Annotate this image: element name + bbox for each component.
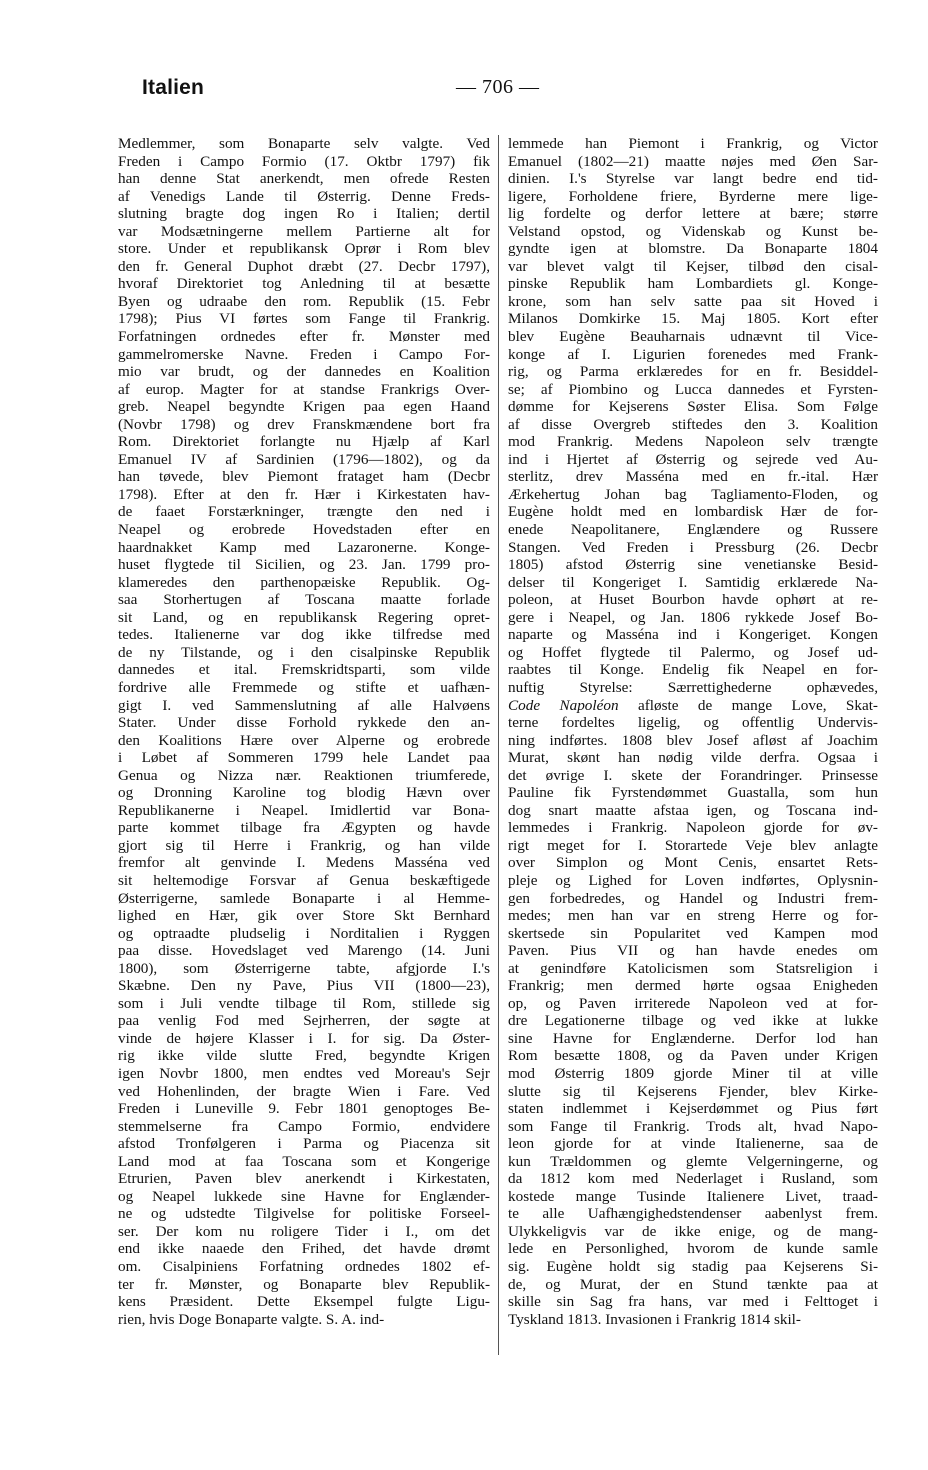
text-line: Eugène holdt med en lombardisk Hær de for-	[508, 503, 878, 521]
text-line: de faaet Forstærkninger, trængte den ned i	[118, 503, 490, 521]
text-line: medes; men han var en streng Herre og for-	[508, 907, 878, 925]
text-line: te alle Uafhængighedstendenser aabenlyst frem.	[508, 1205, 878, 1223]
text-line: paa disse. Hovedslaget ved Marengo (14. Juni	[118, 942, 490, 960]
text-line: sig. Eugène holdt sig stadig paa Kejserens Si-	[508, 1258, 878, 1275]
text-line: haardnakket Kamp med Lazaronerne. Konge-	[118, 538, 490, 556]
text-line: var Modsætningerne mellem Partierne alt for	[118, 222, 490, 240]
text-line: og Neapel lukkede sine Havne for Englænder-	[118, 1187, 490, 1205]
text-line: nuftig Styrelse: Særrettighederne ophævedes,	[508, 678, 878, 696]
text-line: skille sin Sag fra hans, var med i Felttoget i	[508, 1293, 878, 1311]
column-divider	[498, 135, 499, 1355]
text-line: sterlitz, drev Masséna med en fr.-ital. Hær	[508, 468, 878, 486]
text-line: krone, som han selv satte paa sit Hoved i	[508, 292, 878, 310]
text-line: og optraadte pludselig i Norditalien i Ryggen	[118, 924, 490, 942]
left-text-column	[118, 135, 490, 1328]
text-line: sit heltemodige Forsvar af Genua beskæftigede	[118, 871, 490, 889]
text-line: enede Neapolitanere, Englændere og Russere	[508, 521, 878, 539]
text-line: kostede mange Tusinde Italienere Livet, traad-	[508, 1187, 878, 1205]
text-line: fordrive alle Fremmede og stifte et uafhæn-	[118, 678, 490, 696]
text-line: mod Østerrig 1809 gjorde Miner til at ville	[508, 1064, 878, 1082]
text-line: vinde de højere Klasser i I. for sig. Da Øster-	[118, 1029, 490, 1047]
text-line: Medlemmer, som Bonaparte selv valgte. Ved	[118, 135, 490, 152]
text-line: igen Novbr 1800, men endtes ved Moreau's Sejr	[118, 1064, 490, 1082]
text-line: i Løbet af Sommeren 1799 hele Landet paa	[118, 749, 490, 767]
text-line: mio var brudt, og der dannedes en Koalition	[118, 363, 490, 381]
text-line: Skæbne. Den ny Pave, Pius VII (1800—23),	[118, 977, 490, 995]
text-line: 1798); Pius VI førtes som Fange til Frankrig.	[118, 310, 490, 328]
text-line: store. Under et republikansk Oprør i Rom blev	[118, 240, 490, 258]
text-line: Milanos Domkirke 15. Maj 1805. Kort efter	[508, 310, 878, 328]
text-line: gyndte igen at blomstre. Da Bonaparte 1804	[508, 240, 878, 258]
text-line: Etrurien, Paven blev anerkendt i Kirkestaten,	[118, 1170, 490, 1188]
text-line: Stangen. Ved Freden i Pressburg (26. Decbr	[508, 538, 878, 556]
text-line: kun Trældommen og glemte Velgerningerne, og	[508, 1152, 878, 1170]
text-line: Neapel og erobrede Hovedstaden efter en	[118, 521, 490, 539]
page-number: — 706 —	[456, 76, 540, 98]
page-header	[118, 76, 878, 106]
text-line: han tøvede, blev Piemont frataget ham (Decbr	[118, 468, 490, 486]
text-line: gen forbedredes, og Handel og Industri frem-	[508, 889, 878, 907]
text-line: Byen og udraabe den rom. Republik (15. Febr	[118, 292, 490, 310]
text-line: ind i Hjertet af Østerrig og sejrede ved Au-	[508, 450, 878, 468]
text-line: Ulykkeligvis var de ikke enige, og de mang-	[508, 1222, 878, 1240]
text-line: lemmedes i Frankrig. Napoleon gjorde for øv-	[508, 819, 878, 837]
text-line: 1798). Efter at den fr. Hær i Kirkestaten hav-	[118, 485, 490, 503]
text-line: og Dronning Karoline tog blodig Hævn over	[118, 784, 490, 802]
text-line: rig ikke vilde slutte Fred, begyndte Krigen	[118, 1047, 490, 1065]
text-line: pleje og Lighed for Loven indførtes, Oplysnin-	[508, 871, 878, 889]
text-line: klameredes den parthenopæiske Republik. Og-	[118, 573, 490, 591]
text-line: sine Havne for Englænderne. Derfor lod han	[508, 1029, 878, 1047]
text-line: hvoraf Direktoriet tog Anledning til at besætte	[118, 275, 490, 293]
text-line: dre Legationerne tilbage og ved ikke at lukke	[508, 1012, 878, 1030]
text-line: afstod Tronfølgeren i Parma og Piacenza sit	[118, 1135, 490, 1153]
text-line: se; af Piombino og Lucca dannedes et Fyrsten-	[508, 380, 878, 398]
text-line: ser. Der kom nu roligere Tider i I., om det	[118, 1222, 490, 1240]
text-line: Republikanerne i Neapel. Imidlertid var Bona-	[118, 801, 490, 819]
text-line: lighed en Hær, gik over Store Skt Bernhard	[118, 907, 490, 925]
text-line: 1800), som Østerrigerne tabte, afgjorde I.'s	[118, 959, 490, 977]
text-line: Stater. Under disse Forhold rykkede den an-	[118, 714, 490, 732]
text-line: sit Land, og en republikansk Regering opret-	[118, 608, 490, 626]
text-line: de, og Murat, der en Stund tænkte paa at	[508, 1275, 878, 1293]
text-line: rig, og Parma erklæredes for en fr. Besiddel-	[508, 363, 878, 381]
text-line: 1805) afstod Østerrig sine venetianske Besid-	[508, 556, 878, 574]
right-text-column	[508, 135, 878, 1328]
text-line: Østerrigerne, samlede Bonaparte i al Hemme-	[118, 889, 490, 907]
text-line: tedes. Italienerne var dog ikke tilfredse med	[118, 626, 490, 644]
text-line: var blevet valgt til Kejser, tilbød den cisal-	[508, 257, 878, 275]
text-line: lemmede han Piemont i Frankrig, og Victor	[508, 135, 878, 152]
italic-title: Code Napoléon	[508, 696, 619, 714]
text-line: dømme for Kejserens Søster Elisa. Som Følge	[508, 398, 878, 416]
text-line: ne og udstedte Tilgivelse for politiske Forseel-	[118, 1205, 490, 1223]
text-line: og Hoffet flygtede til Palermo, og Josef ud-	[508, 643, 878, 661]
text-line: af disse Overgreb stiftedes den 3. Koalition	[508, 415, 878, 433]
text-line: slutte sig til Kejserens Fjender, blev Kirke-	[508, 1082, 878, 1100]
text-line: det øvrige I. skete der Forandringer. Prinsesse	[508, 766, 878, 784]
text-line: rigt meget for I. Storartede Veje blev anlagte	[508, 836, 878, 854]
text-line: lig fordelte og derfor lettere at bære; større	[508, 205, 878, 223]
text-line: dannedes et ital. Fremskridtsparti, som vilde	[118, 661, 490, 679]
text-line: han denne Stat anerkendt, men ofrede Resten	[118, 170, 490, 188]
text-line: Pauline fik Fyrstendømmet Guastalla, som hun	[508, 784, 878, 802]
text-line: leon gjorde for at vinde Italienerne, saa de	[508, 1135, 878, 1153]
running-head: Italien	[142, 76, 205, 99]
text-line: ligere, Forholdene friere, Byrderne mere lige-	[508, 187, 878, 205]
text-line: gammelromerske Navne. Freden i Campo For-	[118, 345, 490, 363]
text-line: delser til Kongeriget I. Samtidig erklærede Na-	[508, 573, 878, 591]
text-line: ning indførtes. 1808 blev Josef afløst af Joachim	[508, 731, 878, 749]
text-line: poleon, at Huset Bourbon havde ophørt at re-	[508, 591, 878, 609]
text-line: kens Præsident. Dette Eksempel fulgte Ligu-	[118, 1293, 490, 1311]
text-line: Rom besætte 1808, og da Paven under Krigen	[508, 1047, 878, 1065]
text-line: over Simplon og Mont Cenis, ensartet Rets-	[508, 854, 878, 872]
text-line: om. Cisalpiniens Forfatning ordnedes 1802 ef-	[118, 1258, 490, 1275]
text-line: slutning bragte dog ingen Ro i Italien; dertil	[118, 205, 490, 223]
text-line: staten indlemmet i Kejserdømmet og Pius ført	[508, 1100, 878, 1118]
text-line: ved Hohenlinden, der bragte Wien i Fare. Ved	[118, 1082, 490, 1100]
text-line: rien, hvis Doge Bonaparte valgte. S. A. ind-	[118, 1310, 385, 1328]
text-line: Freden i Campo Formio (17. Oktbr 1797) fik	[118, 152, 490, 170]
text-line: lede en Personlighed, hvorom de kunde samle	[508, 1240, 878, 1258]
text-line: Land mod at faa Toscana som et Kongerige	[118, 1152, 490, 1170]
text-line: ter fr. Mønster, og Bonaparte blev Republik-	[118, 1275, 490, 1293]
text-line: naparte og Masséna ind i Kongeriget. Kongen	[508, 626, 878, 644]
text-line: den fr. General Duphot dræbt (27. Decbr 1797),	[118, 257, 490, 275]
text-line: Genua og Nizza nær. Reaktionen triumferede,	[118, 766, 490, 784]
text-line: som Fange til Frankrig. Trods alt, hvad Napo-	[508, 1117, 878, 1135]
text-line: mod Frankrig. Medens Napoleon selv trængte	[508, 433, 878, 451]
text-line: skertsede sin Popularitet ved Kampen mod	[508, 924, 878, 942]
text-line: saa Storhertugen af Toscana maatte forlade	[118, 591, 490, 609]
text-line: raabtes til Konge. Endelig fik Neapel en for-	[508, 661, 878, 679]
text-line: Emanuel (1802—21) maatte nøjes med Øen Sar-	[508, 152, 878, 170]
text-line: Emanuel IV af Sardinien (1796—1802), og da	[118, 450, 490, 468]
text-line: Frankrig; men dermed hørte ogsaa Enigheden	[508, 977, 878, 995]
text-line: gere i Neapel, og Jan. 1806 rykkede Josef Bo-	[508, 608, 878, 626]
text-line: da 1812 kom med Nederlaget i Rusland, som	[508, 1170, 878, 1188]
text-line: fremfor alt genvinde I. Medens Masséna ved	[118, 854, 490, 872]
text-line: terne fordeltes ligelig, og offentlig Undervis-	[508, 714, 878, 732]
text-line: Freden i Luneville 9. Febr 1801 genoptoges Be-	[118, 1100, 490, 1118]
text-line: parte kommet tilbage fra Ægypten og havde	[118, 819, 490, 837]
text-line: Velstand opstod, og Videnskab og Kunst be-	[508, 222, 878, 240]
text-line: Ærkehertug Johan bag Tagliamento-Floden, og	[508, 485, 878, 503]
text-line: paa venlig Fod med Sejrherren, der søgte at	[118, 1012, 490, 1030]
text-line: Murat, skønt han nødig vilde derfra. Ogsaa i	[508, 749, 878, 767]
text-line: gigt I. ved Sammenslutning af alle Halvøens	[118, 696, 490, 714]
text-line: Code Napoléon afløste de mange Love, Skat-	[508, 696, 878, 714]
text-line: Paven. Pius VII og han havde enedes om	[508, 942, 878, 960]
text-line: den Koalitions Hære over Alperne og erobrede	[118, 731, 490, 749]
text-line: Rom. Direktoriet forlangte nu Hjælp af Karl	[118, 433, 490, 451]
text-line: dog snart maatte afstaa igen, og Toscana ind-	[508, 801, 878, 819]
text-line: at genindføre Katolicismen som Statsreligion i	[508, 959, 878, 977]
text-line: som i Juli vendte tilbage til Rom, stillede sig	[118, 994, 490, 1012]
text-line: blev Eugène Beauharnais udnævnt til Vice-	[508, 328, 878, 346]
text-line: af europ. Magter for at standse Frankrigs Over-	[118, 380, 490, 398]
text-line: gjort sig til Herre i Frankrig, og han vilde	[118, 836, 490, 854]
text-line: Tyskland 1813. Invasionen i Frankrig 1814 skil-	[508, 1310, 801, 1328]
text-line: af Venedigs Lande til Østerrig. Denne Freds-	[118, 187, 490, 205]
text-line: de ny Tilstande, og i den cisalpinske Republik	[118, 643, 490, 661]
text-line: (Novbr 1798) og drev Franskmændene bort fra	[118, 415, 490, 433]
text-line: stemmelserne fra Campo Formio, endvidere	[118, 1117, 490, 1135]
text-line: pinske Republik ham Lombardiets gl. Konge-	[508, 275, 878, 293]
text-line: end ikke naaede den Frihed, det havde drømt	[118, 1240, 490, 1258]
text-line: konge af I. Ligurien forenedes med Frank-	[508, 345, 878, 363]
text-line: greb. Neapel begyndte Krigen paa egen Haand	[118, 398, 490, 416]
text-line: Forfatningen ordnedes efter fr. Mønster med	[118, 328, 490, 346]
text-line: dinien. I.'s Styrelse var langt bedre end tid-	[508, 170, 878, 188]
text-line: huset flygtede til Sicilien, og 23. Jan. 1799 pro-	[118, 556, 490, 574]
text-line: op, og Paven irriterede Napoleon ved at for-	[508, 994, 878, 1012]
